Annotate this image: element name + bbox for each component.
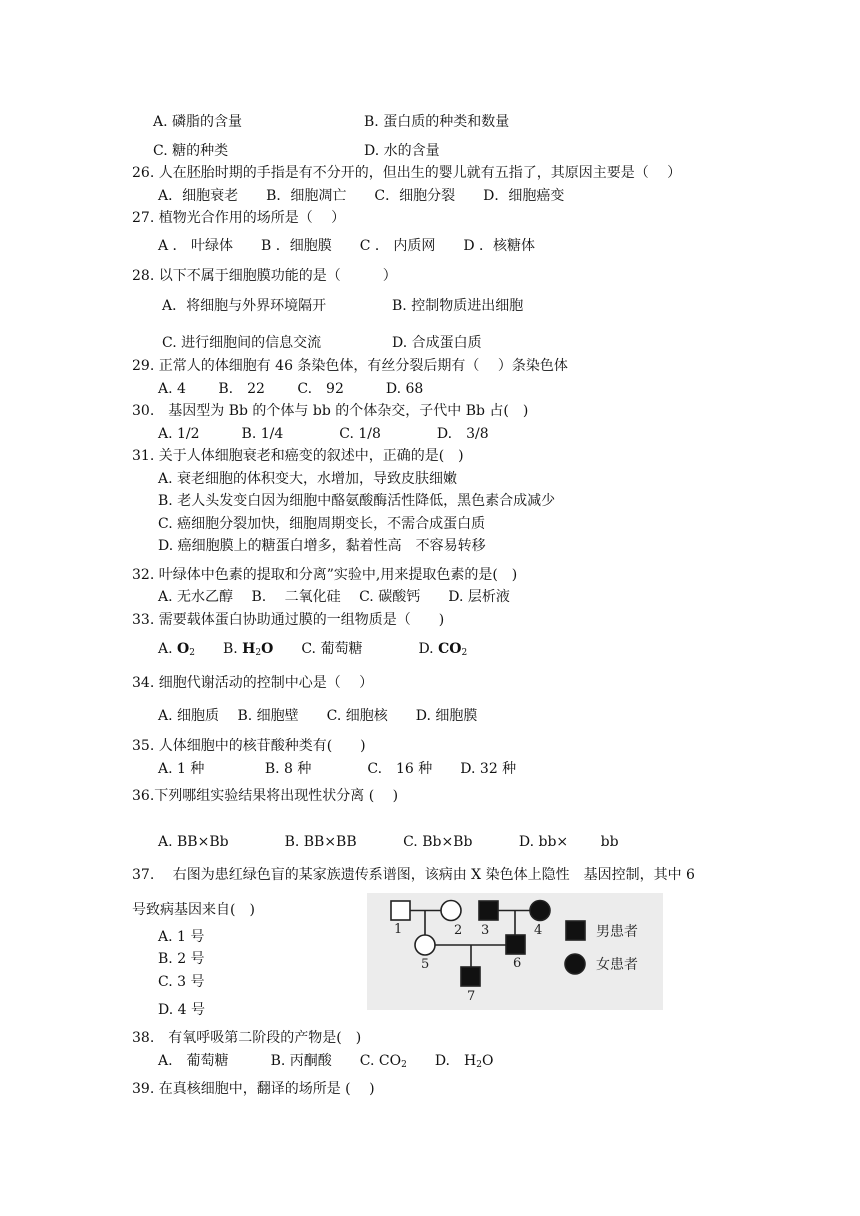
pedigree-svg [367, 893, 663, 1010]
q32-options: A. 无水乙醇 B. 二氧化硅 C. 碳酸钙 D. 层析液 [158, 589, 510, 605]
legend-male-label: 男患者 [596, 924, 638, 940]
q37-stem-line2: 号致病基因来自( ) [132, 902, 255, 918]
q29-options: A. 4 B. 22 C. 92 D. 68 [158, 381, 424, 397]
q25-option-c: C. 糖的种类 [153, 143, 229, 159]
q31-stem: 31. 关于人体细胞衰老和癌变的叙述中，正确的是( ) [132, 448, 464, 464]
q31-option-c: C. 癌细胞分裂加快，细胞周期变长，不需合成蛋白质 [158, 516, 486, 532]
q28-option-b: B. 控制物质进出细胞 [392, 298, 524, 314]
pedigree-number-7: 7 [467, 989, 476, 1004]
q34-options: A. 细胞质 B. 细胞壁 C. 细胞核 D. 细胞膜 [158, 708, 478, 724]
q25-option-a: A. 磷脂的含量 [153, 114, 243, 130]
pedigree-number-4: 4 [534, 923, 543, 938]
q28-option-d: D. 合成蛋白质 [392, 335, 482, 351]
q34-stem: 34. 细胞代谢活动的控制中心是（ ） [132, 675, 374, 691]
q37-option-b: B. 2 号 [158, 951, 205, 967]
q25-option-d: D. 水的含量 [364, 143, 440, 159]
q25-option-b: B. 蛋白质的种类和数量 [364, 114, 510, 130]
q30-stem: 30. 基因型为 Bb 的个体与 bb 的个体杂交，子代中 Bb 占( ) [132, 403, 529, 419]
pedigree-number-2: 2 [454, 923, 463, 938]
pedigree-number-6: 6 [513, 956, 522, 971]
q31-option-a: A. 衰老细胞的体积变大，水增加，导致皮肤细嫩 [158, 471, 458, 487]
q33-stem: 33. 需要载体蛋白协助通过膜的一组物质是（ ) [132, 612, 445, 628]
q37-option-c: C. 3 号 [158, 974, 205, 990]
person-2-unaffected-female [441, 901, 461, 921]
q27-stem: 27. 植物光合作用的场所是（ ） [132, 210, 346, 226]
q39-stem: 39. 在真核细胞中，翻译的场所是 ( ) [132, 1081, 375, 1097]
q30-options: A. 1/2 B. 1/4 C. 1/8 D. 3/8 [158, 426, 489, 442]
q35-options: A. 1 种 B. 8 种 C. 16 种 D. 32 种 [158, 761, 517, 777]
q37-option-a: A. 1 号 [158, 929, 205, 945]
q27-options: A ． 叶绿体 B ．细胞膜 C ． 内质网 D ．核糖体 [158, 238, 536, 254]
q38-options: A. 葡萄糖 B. 丙酮酸 C. $CO_2$ D. $H_2O$ [158, 1053, 494, 1070]
q37-stem-line1: 37. 右图为患红绿色盲的某家族遗传系谱图，该病由 X 染色体上隐性 基因控制，其中 6 [132, 867, 695, 883]
pedigree-number-5: 5 [421, 957, 430, 972]
q37-option-d: D. 4 号 [158, 1002, 205, 1018]
person-6-affected-male [506, 935, 525, 954]
q32-stem: 32. 叶绿体中色素的提取和分离”实验中,用来提取色素的是( ) [132, 567, 518, 583]
person-5-unaffected-female [415, 935, 435, 955]
q28-option-c: C. 进行细胞间的信息交流 [162, 335, 322, 351]
q28-stem: 28. 以下不属于细胞膜功能的是（ ） [132, 268, 397, 284]
q28-option-a: A．将细胞与外界环境隔开 [162, 298, 327, 314]
q35-stem: 35. 人体细胞中的核苷酸种类有( ) [132, 738, 366, 754]
person-1-unaffected-male [391, 901, 410, 920]
q31-option-b: B. 老人头发变白因为细胞中酪氨酸酶活性降低，黑色素合成减少 [158, 493, 556, 509]
pedigree-chart [367, 893, 663, 1010]
q33-options: A. $O_2$ B. $H_2O$ C. 葡萄糖 D. $CO_2$ [158, 641, 468, 658]
person-3-affected-male [479, 901, 498, 920]
legend-female-symbol [565, 954, 585, 974]
q29-stem: 29. 正常人的体细胞有 46 条染色体，有丝分裂后期有（ ）条染色体 [132, 358, 568, 374]
q38-stem: 38. 有氧呼吸第二阶段的产物是( ) [132, 1030, 362, 1046]
q36-stem: 36.下列哪组实验结果将出现性状分离 ( ) [132, 788, 399, 804]
person-7-affected-male [461, 967, 480, 986]
q26-options: A．细胞衰老 B．细胞凋亡 C．细胞分裂 D．细胞癌变 [158, 188, 565, 204]
q36-options: A. BB×Bb B. BB×BB C. Bb×Bb D. bb× bb [158, 834, 619, 850]
pedigree-number-1: 1 [394, 922, 403, 937]
person-4-affected-female [530, 901, 550, 921]
q26-stem: 26. 人在胚胎时期的手指是有不分开的，但出生的婴儿就有五指了，其原因主要是（ ） [132, 165, 682, 181]
pedigree-number-3: 3 [481, 923, 490, 938]
q31-option-d: D. 癌细胞膜上的糖蛋白增多，黏着性高 不容易转移 [158, 538, 486, 554]
legend-female-label: 女患者 [596, 957, 638, 973]
legend-male-symbol [566, 921, 585, 940]
